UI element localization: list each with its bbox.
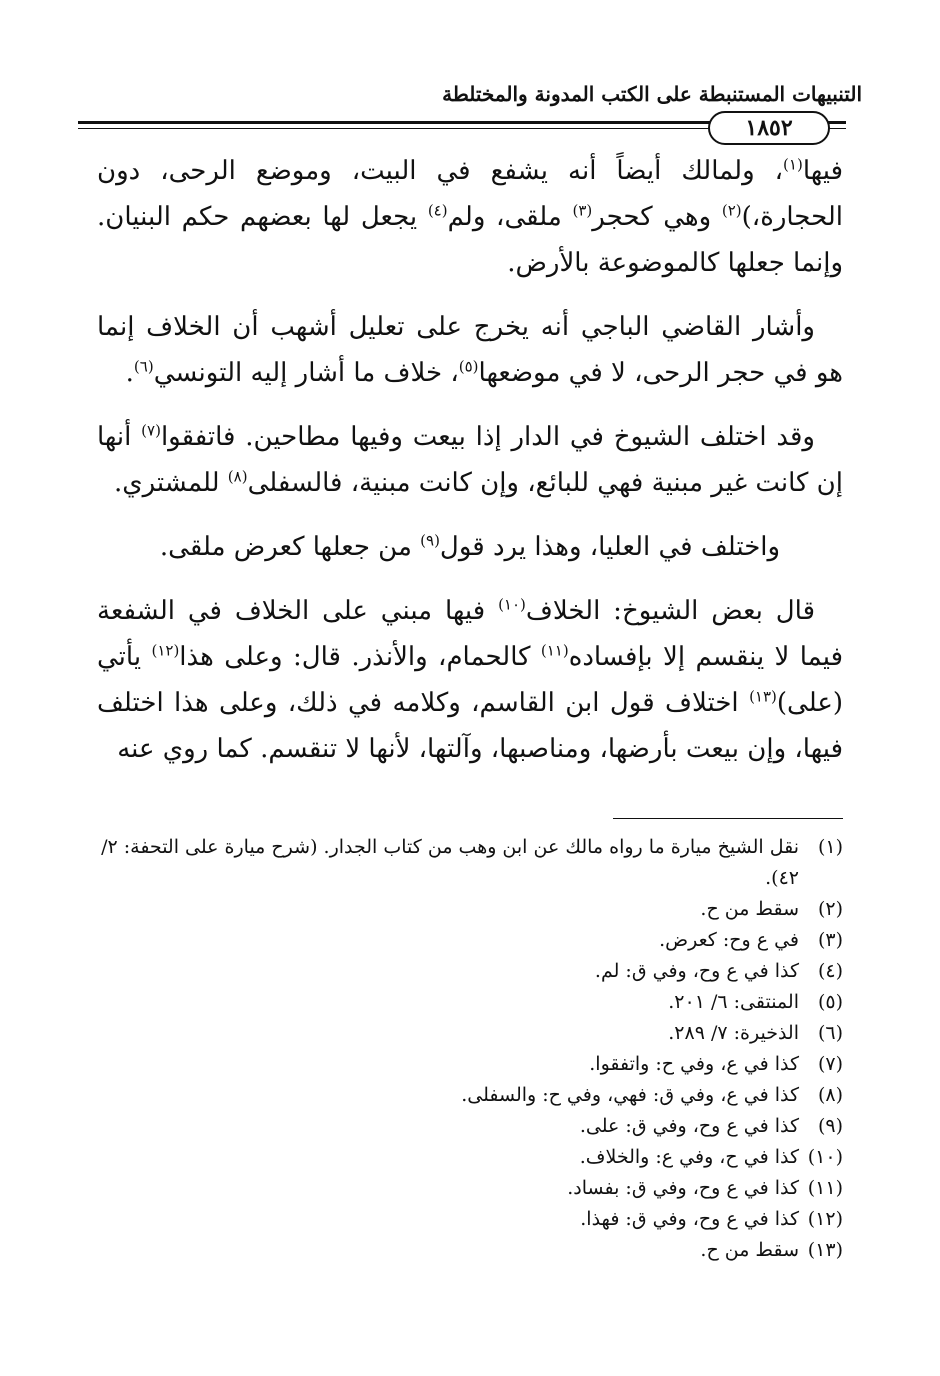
text-run: وهي كحجر bbox=[592, 202, 722, 232]
footnote bbox=[97, 1204, 843, 1235]
footnote bbox=[97, 1235, 843, 1266]
footnote-number: (٦) bbox=[817, 1022, 843, 1044]
text-run: كالحمام، والأنذر. قال: وعلى هذا bbox=[179, 642, 541, 672]
text-run: فيها مبني على الخلاف في الشفعة فيما لا ينقسم إلا بإفساده bbox=[97, 596, 843, 672]
footnote-text: نقل الشيخ ميارة ما رواه مالك عن ابن وهب من كتاب الجدار. (شرح ميارة على التحفة: ٢/ ٤٢). bbox=[101, 836, 799, 889]
text-run: . bbox=[125, 358, 134, 388]
footnote-reference[interactable]: (١١) bbox=[540, 641, 569, 660]
footnote-number: (٩) bbox=[817, 1115, 843, 1137]
footnote bbox=[97, 1111, 843, 1142]
footnote bbox=[97, 925, 843, 956]
text-run: اختلاف قول ابن القاسم، وكلامه في ذلك، وعلى هذا اختلف فيها، وإن بيعت بأرضها، ومناصبها، وآلتها، لأنها لا تنقسم. كما روي عنه bbox=[97, 688, 843, 764]
footnote-number: (٥) bbox=[817, 991, 843, 1013]
footnote-text: كذا في ع وح، وفي ق: فهذا. bbox=[580, 1208, 799, 1230]
footnote-reference[interactable]: (١٣) bbox=[749, 687, 777, 706]
footnote-number: (١٢) bbox=[807, 1208, 843, 1230]
footnote-number: (٤) bbox=[817, 960, 843, 982]
footnote bbox=[97, 1142, 843, 1173]
paragraph-5 bbox=[97, 588, 843, 772]
footnote-text: كذا في ع وح، وفي ق: بفساد. bbox=[567, 1177, 799, 1199]
footnote-number: (٣) bbox=[817, 929, 843, 951]
footnote-reference[interactable]: (٤) bbox=[427, 201, 448, 220]
text-run: فيها bbox=[802, 156, 843, 186]
text-run: يأتي (على) bbox=[97, 642, 843, 718]
text-run: ، ولمالك أيضاً أنه يشفع في البيت، وموضع الرحى، دون الحجارة،) bbox=[97, 156, 844, 232]
paragraph-2 bbox=[97, 304, 843, 396]
main-text bbox=[97, 148, 843, 790]
footnote-text: كذا في ح، وفي ع: والخلاف. bbox=[579, 1146, 799, 1168]
footnote bbox=[97, 1080, 843, 1111]
footnote bbox=[97, 1049, 843, 1080]
footnote bbox=[97, 987, 843, 1018]
footnotes bbox=[97, 832, 843, 1266]
paragraph-1 bbox=[97, 148, 843, 286]
footnote bbox=[97, 1173, 843, 1204]
text-run: ملقى، ولم bbox=[447, 202, 573, 232]
text-run: يجعل لها بعضهم حكم البنيان. وإنما جعلها كالموضوعة بالأرض. bbox=[97, 202, 843, 278]
page-number: ١٨٥٢ bbox=[708, 111, 830, 145]
footnote-number: (١) bbox=[817, 836, 843, 858]
footnote-text: في ع وح: كعرض. bbox=[659, 929, 799, 951]
footnote-number: (١٣) bbox=[807, 1239, 843, 1261]
text-run: واختلف في العليا، وهذا يرد قول bbox=[439, 532, 781, 562]
footnote-reference[interactable]: (٧) bbox=[141, 421, 161, 440]
footnote-reference[interactable]: (١٠) bbox=[498, 595, 526, 614]
footnote-reference[interactable]: (٩) bbox=[420, 531, 440, 550]
running-title: التنبيهات المستنبطة على الكتب المدونة والمختلطة bbox=[442, 82, 862, 106]
footnote-number: (٢) bbox=[817, 898, 843, 920]
footnote-number: (١١) bbox=[807, 1177, 843, 1199]
footnote-reference[interactable]: (١) bbox=[783, 155, 803, 174]
text-run: من جعلها كعرض ملقى. bbox=[159, 532, 421, 562]
footnote-text: كذا في ع وح، وفي ق: لم. bbox=[594, 960, 799, 982]
footnote-text: المنتقى: ٦/ ٢٠١. bbox=[668, 991, 799, 1013]
text-run: للمشتري. bbox=[113, 468, 228, 498]
footnote-reference[interactable]: (١٢) bbox=[151, 641, 180, 660]
text-run: أنها إن كانت غير مبنية فهي للبائع، وإن كانت مبنية، فالسفلى bbox=[97, 422, 843, 498]
footnote-text: كذا في ع، وفي ح: واتفقوا. bbox=[589, 1053, 799, 1075]
footnote bbox=[97, 832, 843, 894]
footnote-text: كذا في ع، وفي ق: فهي، وفي ح: والسفلى. bbox=[461, 1084, 799, 1106]
footnote-separator bbox=[613, 818, 843, 819]
footnote-text: سقط من ح. bbox=[700, 898, 799, 920]
paragraph-4 bbox=[97, 524, 843, 570]
footnote-number: (٨) bbox=[817, 1084, 843, 1106]
footnote bbox=[97, 956, 843, 987]
footnote-text: سقط من ح. bbox=[700, 1239, 799, 1261]
footnote-reference[interactable]: (٢) bbox=[721, 201, 742, 220]
text-run: قال بعض الشيوخ: الخلاف bbox=[525, 596, 815, 626]
text-run: وقد اختلف الشيوخ في الدار إذا بيعت وفيها مطاحين. فاتفقوا bbox=[160, 422, 815, 452]
text-run: وأشار القاضي الباجي أنه يخرج على تعليل أشهب أن الخلاف إنما هو في حجر الرحى، لا في موضعها bbox=[97, 312, 843, 388]
footnote-reference[interactable]: (٥) bbox=[458, 357, 479, 376]
footnote-reference[interactable]: (٦) bbox=[133, 357, 154, 376]
footnote-text: الذخيرة: ٧/ ٢٨٩. bbox=[668, 1022, 799, 1044]
text-run: ، خلاف ما أشار إليه التونسي bbox=[153, 358, 459, 388]
footnote bbox=[97, 1018, 843, 1049]
footnote-number: (١٠) bbox=[807, 1146, 843, 1168]
footnote-reference[interactable]: (٨) bbox=[227, 467, 248, 486]
footnote-text: كذا في ع وح، وفي ق: على. bbox=[579, 1115, 799, 1137]
footnote bbox=[97, 894, 843, 925]
footnote-number: (٧) bbox=[817, 1053, 843, 1075]
paragraph-3 bbox=[97, 414, 843, 506]
footnote-reference[interactable]: (٣) bbox=[572, 201, 593, 220]
